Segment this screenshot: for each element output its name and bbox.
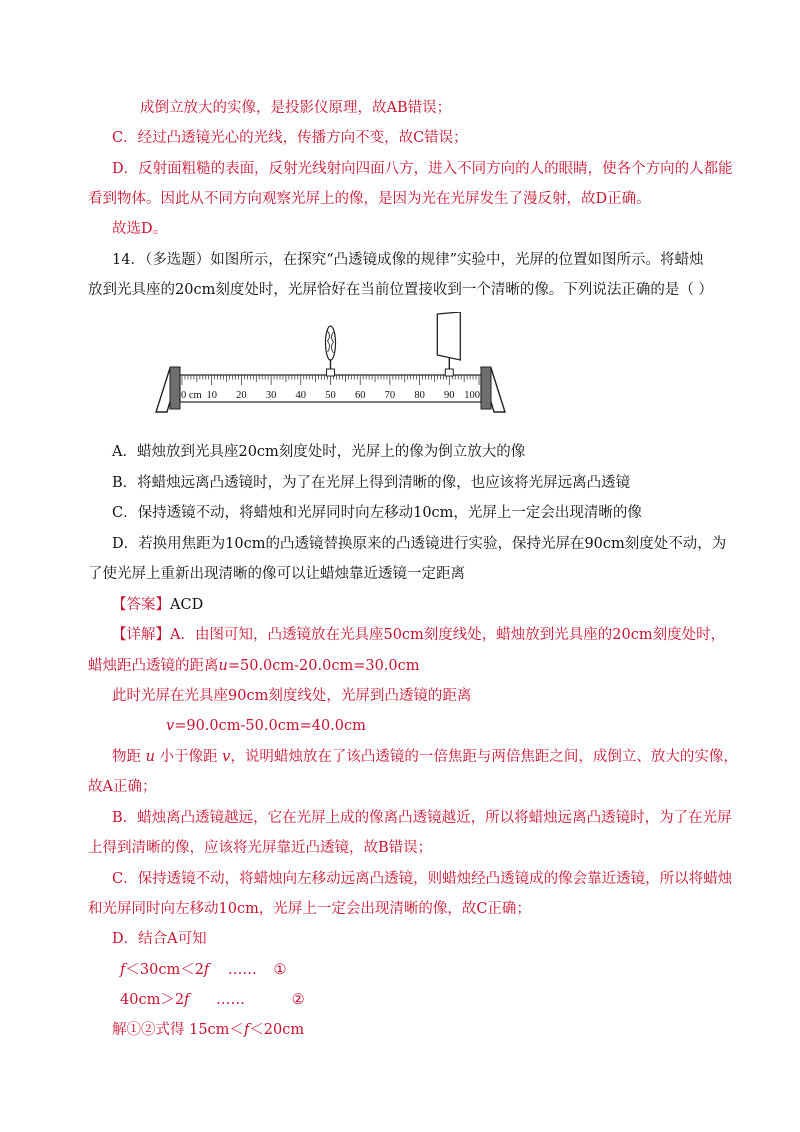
option-a: A．蜡烛放到光具座20cm刻度处时，光屏上的像为倒立放大的像 xyxy=(112,444,526,460)
ruler-label: 50 xyxy=(325,390,336,401)
right-end-block xyxy=(481,367,491,409)
question-stem-line2: 放到光具座的20cm刻度处时，光屏恰好在当前位置接收到一个清晰的像。下列说法正确的是（ ） xyxy=(88,282,713,298)
explanation-a1: A．由图可知，凸透镜放在光具座50cm刻度线处，蜡烛放到光具座的20cm刻度处时， xyxy=(170,627,726,643)
option-d-line1: D．若换用焦距为10cm的凸透镜替换原来的凸透镜进行实验，保持光屏在90cm刻度处不动，为 xyxy=(112,536,727,552)
option-b: B．将蜡烛远离凸透镜时，为了在光屏上得到清晰的像，也应该将光屏远离凸透镜 xyxy=(112,475,631,491)
var-u: u xyxy=(145,749,155,765)
equation-number: ① xyxy=(273,962,287,978)
equation-number: ② xyxy=(291,992,305,1008)
ellipsis: …… xyxy=(227,962,257,978)
ruler-label: 0 cm xyxy=(181,390,202,401)
inequality-2 xyxy=(120,990,305,1010)
solution-conclusion: 故选D。 xyxy=(112,221,168,237)
var-f: f xyxy=(184,992,190,1008)
text: 小于像距 xyxy=(159,749,218,765)
var-v: v xyxy=(166,718,175,734)
explanation-a-line6: 故A正确； xyxy=(88,779,157,795)
solution-line-ab: 成倒立放大的实像，是投影仪原理，故AB错误； xyxy=(140,100,452,116)
answer-line xyxy=(112,595,203,615)
text: 40cm＞2 xyxy=(120,992,185,1008)
ruler-label: 70 xyxy=(384,390,396,401)
inequality-result xyxy=(112,1020,304,1040)
var-u: u xyxy=(218,658,228,674)
explanation-c-line2: 和光屏同时向左移动10cm，光屏上一定会出现清晰的像，故C正确； xyxy=(88,901,531,917)
var-v: v xyxy=(222,749,231,765)
explanation-b-line2: 上得到清晰的像，应该将光屏靠近凸透镜，故B错误； xyxy=(88,840,433,856)
explanation-a-line5 xyxy=(112,747,738,767)
answer-label: 【答案】 xyxy=(112,597,170,613)
ellipsis: …… xyxy=(216,992,246,1008)
answer-value: ACD xyxy=(170,597,204,613)
ruler-label: 40 xyxy=(295,390,307,401)
option-d-line2: 了使光屏上重新出现清晰的像可以让蜡烛靠近透镜一定距离 xyxy=(88,566,465,582)
var-f: f xyxy=(243,1022,250,1038)
explanation-a-line2 xyxy=(88,656,420,676)
explanation-label: 【详解】 xyxy=(112,627,170,643)
ruler-label: 10 xyxy=(206,390,217,401)
equation-v: =90.0cm-50.0cm=40.0cm xyxy=(174,718,366,734)
option-c: C．保持透镜不动，将蜡烛和光屏同时向左移动10cm，光屏上一定会出现清晰的像 xyxy=(112,505,642,521)
text: ＜20cm xyxy=(249,1022,305,1038)
explanation-d-line1: D．结合A可知 xyxy=(112,931,207,947)
question-stem-line1: 14．（多选题）如图所示，在探究“凸透镜成像的规律”实验中，光屏的位置如图所示。将蜡烛 xyxy=(112,252,704,268)
explanation-a-line1 xyxy=(112,625,725,645)
text: ＜30cm＜2 xyxy=(125,962,204,978)
explanation-b-line1: B．蜡烛离凸透镜越远，它在光屏上成的像离凸透镜越近，所以将蜡烛远离凸透镜时，为了在光屏 xyxy=(112,810,732,826)
left-end-block xyxy=(170,367,180,409)
ruler-label: 30 xyxy=(265,390,277,401)
explanation-a-line4 xyxy=(166,716,366,736)
solution-option-c: C．经过凸透镜光心的光线，传播方向不变，故C错误； xyxy=(112,130,468,146)
text: 蜡烛距凸透镜的距离 xyxy=(88,658,219,674)
var-f: f xyxy=(203,962,210,978)
optical-bench-figure xyxy=(150,312,515,416)
ruler-label: 20 xyxy=(236,390,247,401)
equation-u: =50.0cm-20.0cm=30.0cm xyxy=(227,658,420,674)
ruler-label: 80 xyxy=(414,390,425,401)
explanation-c-line1: C．保持透镜不动，将蜡烛向左移动远离凸透镜，则蜡烛经凸透镜成的像会靠近透镜，所以将蜡烛 xyxy=(112,871,733,887)
text: 解①②式得 15cm＜ xyxy=(112,1022,244,1038)
text: 物距 xyxy=(112,749,141,765)
explanation-a-line3: 此时光屏在光具座90cm刻度线处，光屏到凸透镜的距离 xyxy=(112,688,472,704)
var-f: f xyxy=(120,962,126,978)
solution-option-d-line1: D．反射面粗糙的表面，反射光线射向四面八方，进入不同方向的人的眼睛，使各个方向的人都能 xyxy=(112,161,733,177)
solution-option-d-line2: 看到物体。因此从不同方向观察光屏上的像，是因为光在光屏发生了漫反射，故D正确。 xyxy=(88,191,651,207)
ruler-label: 90 xyxy=(444,390,455,401)
ruler-label: 60 xyxy=(354,390,366,401)
inequality-1 xyxy=(120,960,287,980)
light-screen xyxy=(437,312,460,376)
text: ，说明蜡烛放在了该凸透镜的一倍焦距与两倍焦距之间，成倒立、放大的实像， xyxy=(230,749,738,765)
ruler-label: 100 xyxy=(464,390,480,401)
convex-lens xyxy=(326,326,336,376)
